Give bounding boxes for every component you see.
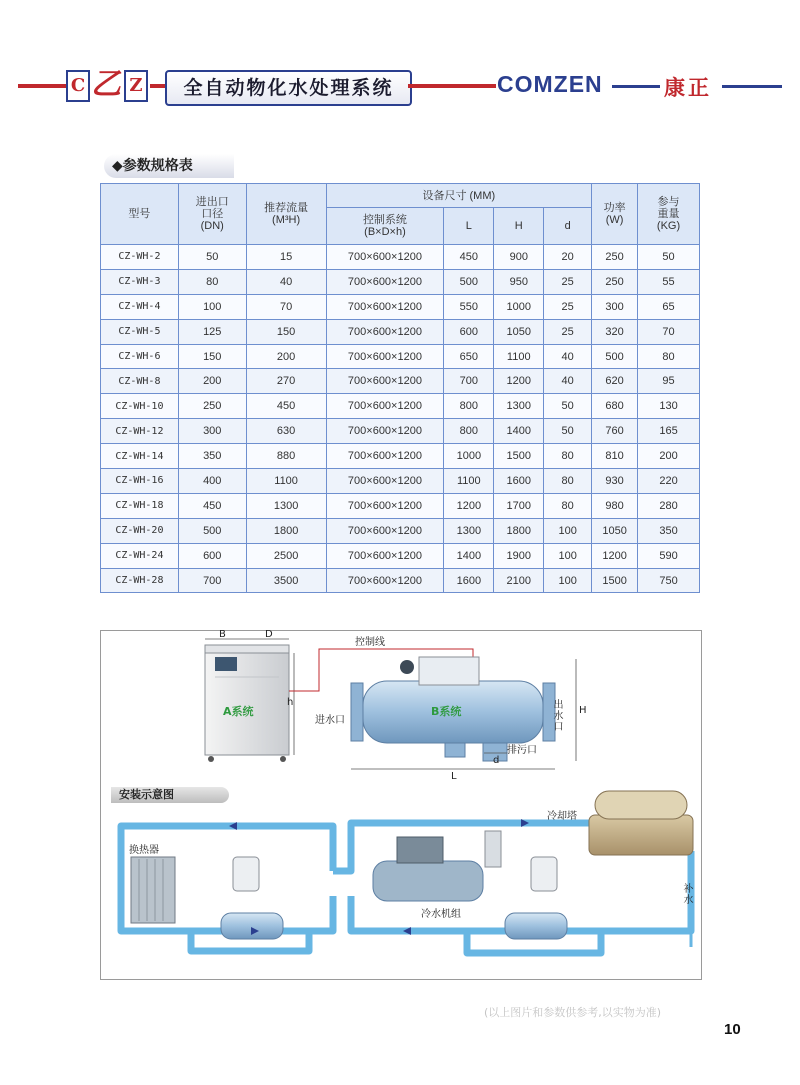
- cell-weight: 65: [638, 294, 700, 319]
- cell-control-dims: 700×600×1200: [326, 469, 444, 494]
- makeup-water-label: 补水: [681, 883, 692, 905]
- cell-power: 250: [592, 269, 638, 294]
- product-diagram: [100, 630, 702, 980]
- dim-L-label: L: [451, 771, 457, 782]
- cell-flow: 15: [246, 245, 326, 270]
- cell-h: 950: [494, 269, 544, 294]
- cell-control-dims: 700×600×1200: [326, 444, 444, 469]
- cell-l: 1000: [444, 444, 494, 469]
- cell-flow: 630: [246, 419, 326, 444]
- col-header-control: 控制系统 (B×D×h): [326, 208, 444, 245]
- cell-model: CZ-WH-8: [101, 369, 179, 394]
- cell-power: 1200: [592, 543, 638, 568]
- col-header-d: d: [544, 208, 592, 245]
- cell-model: CZ-WH-20: [101, 518, 179, 543]
- cell-l: 1600: [444, 568, 494, 593]
- cell-weight: 50: [638, 245, 700, 270]
- cell-model: CZ-WH-6: [101, 344, 179, 369]
- cell-model: CZ-WH-10: [101, 394, 179, 419]
- cell-l: 450: [444, 245, 494, 270]
- cell-power: 680: [592, 394, 638, 419]
- cell-h: 2100: [494, 568, 544, 593]
- cell-power: 1500: [592, 568, 638, 593]
- cell-model: CZ-WH-3: [101, 269, 179, 294]
- drain-label: 排污口: [507, 745, 537, 756]
- cell-power: 760: [592, 419, 638, 444]
- cell-h: 1000: [494, 294, 544, 319]
- diagram-graphics: [101, 631, 701, 979]
- logo-letter-z: Z: [124, 70, 148, 102]
- cell-model: CZ-WH-28: [101, 568, 179, 593]
- col-header-power: 功率 (W): [592, 184, 638, 245]
- cell-flow: 270: [246, 369, 326, 394]
- cell-inlet-dn: 125: [178, 319, 246, 344]
- cell-d: 20: [544, 245, 592, 270]
- cell-power: 300: [592, 294, 638, 319]
- small-filter-2: [505, 857, 567, 939]
- cell-power: 250: [592, 245, 638, 270]
- cell-weight: 165: [638, 419, 700, 444]
- cell-model: CZ-WH-18: [101, 493, 179, 518]
- cell-flow: 150: [246, 319, 326, 344]
- chiller-unit: [373, 831, 501, 901]
- table-row: [101, 469, 700, 494]
- cell-power: 930: [592, 469, 638, 494]
- table-row: [101, 543, 700, 568]
- brand-name-en: COMZEN: [497, 71, 603, 97]
- table-row: [101, 319, 700, 344]
- cell-weight: 70: [638, 319, 700, 344]
- cell-inlet-dn: 200: [178, 369, 246, 394]
- cell-model: CZ-WH-24: [101, 543, 179, 568]
- table-row: [101, 444, 700, 469]
- cell-h: 1200: [494, 369, 544, 394]
- table-row: [101, 518, 700, 543]
- section-title: ◆参数规格表: [104, 154, 234, 178]
- cell-power: 980: [592, 493, 638, 518]
- cell-weight: 200: [638, 444, 700, 469]
- cell-d: 25: [544, 294, 592, 319]
- cell-l: 1400: [444, 543, 494, 568]
- cell-weight: 750: [638, 568, 700, 593]
- cell-control-dims: 700×600×1200: [326, 568, 444, 593]
- cell-flow: 2500: [246, 543, 326, 568]
- col-header-model: 型号: [101, 184, 179, 245]
- cell-l: 700: [444, 369, 494, 394]
- cell-h: 1900: [494, 543, 544, 568]
- cell-inlet-dn: 150: [178, 344, 246, 369]
- table-row: [101, 394, 700, 419]
- cell-l: 1200: [444, 493, 494, 518]
- page-number: 10: [724, 1021, 741, 1038]
- cell-d: 50: [544, 394, 592, 419]
- cell-d: 80: [544, 493, 592, 518]
- small-filter-1: [221, 857, 283, 939]
- cell-weight: 280: [638, 493, 700, 518]
- spec-table: [100, 183, 700, 593]
- cell-inlet-dn: 600: [178, 543, 246, 568]
- cell-d: 100: [544, 568, 592, 593]
- table-row: [101, 419, 700, 444]
- cell-l: 800: [444, 394, 494, 419]
- cell-weight: 130: [638, 394, 700, 419]
- cell-flow: 40: [246, 269, 326, 294]
- cell-flow: 3500: [246, 568, 326, 593]
- inlet-label: 进水口: [315, 715, 345, 726]
- cell-d: 25: [544, 319, 592, 344]
- table-row: [101, 245, 700, 270]
- cell-h: 1800: [494, 518, 544, 543]
- cell-model: CZ-WH-2: [101, 245, 179, 270]
- cell-d: 80: [544, 469, 592, 494]
- cell-control-dims: 700×600×1200: [326, 419, 444, 444]
- table-row: [101, 568, 700, 593]
- cell-weight: 350: [638, 518, 700, 543]
- table-row: [101, 269, 700, 294]
- cell-control-dims: 700×600×1200: [326, 319, 444, 344]
- cell-power: 810: [592, 444, 638, 469]
- cell-power: 620: [592, 369, 638, 394]
- cell-power: 500: [592, 344, 638, 369]
- cell-model: CZ-WH-4: [101, 294, 179, 319]
- cell-inlet-dn: 450: [178, 493, 246, 518]
- header-rule-right: [408, 84, 496, 88]
- cell-d: 100: [544, 543, 592, 568]
- cell-flow: 1100: [246, 469, 326, 494]
- cell-h: 1050: [494, 319, 544, 344]
- cell-inlet-dn: 700: [178, 568, 246, 593]
- system-a-label: A系统: [223, 705, 254, 718]
- cell-l: 800: [444, 419, 494, 444]
- cell-inlet-dn: 400: [178, 469, 246, 494]
- logo-letter-mid: 乙: [91, 67, 121, 102]
- outlet-label: 出水口: [551, 699, 562, 732]
- dim-H-label: H: [579, 705, 587, 716]
- cell-inlet-dn: 50: [178, 245, 246, 270]
- col-header-l: L: [444, 208, 494, 245]
- col-header-flow: 推荐流量 (M³H): [246, 184, 326, 245]
- page-title: 全自动物化水处理系统: [165, 70, 412, 106]
- cell-d: 100: [544, 518, 592, 543]
- cell-weight: 95: [638, 369, 700, 394]
- disclaimer-note: (以上图片和参数供参考,以实物为准): [484, 1006, 662, 1019]
- cell-d: 80: [544, 444, 592, 469]
- brand-name-cn: 康正: [664, 76, 712, 100]
- cell-weight: 80: [638, 344, 700, 369]
- cell-inlet-dn: 250: [178, 394, 246, 419]
- cell-l: 500: [444, 269, 494, 294]
- cooling-tower: [589, 791, 693, 855]
- company-logo: [66, 66, 152, 106]
- cell-control-dims: 700×600×1200: [326, 518, 444, 543]
- cell-control-dims: 700×600×1200: [326, 493, 444, 518]
- heat-exchanger: [131, 857, 175, 923]
- header-rule-end: [722, 85, 782, 88]
- cell-control-dims: 700×600×1200: [326, 245, 444, 270]
- cell-flow: 880: [246, 444, 326, 469]
- table-row: [101, 369, 700, 394]
- cell-flow: 1800: [246, 518, 326, 543]
- dim-d-small-label: d: [493, 755, 500, 766]
- cell-control-dims: 700×600×1200: [326, 269, 444, 294]
- col-header-inlet-dn: 进出口 口径 (DN): [178, 184, 246, 245]
- chiller-label: 冷水机组: [421, 909, 461, 920]
- cell-l: 550: [444, 294, 494, 319]
- cell-l: 600: [444, 319, 494, 344]
- cell-flow: 450: [246, 394, 326, 419]
- cell-h: 1400: [494, 419, 544, 444]
- cell-inlet-dn: 350: [178, 444, 246, 469]
- spec-table-body: [101, 245, 700, 593]
- cell-d: 25: [544, 269, 592, 294]
- cell-weight: 590: [638, 543, 700, 568]
- cell-model: CZ-WH-16: [101, 469, 179, 494]
- cell-h: 1100: [494, 344, 544, 369]
- cell-h: 1500: [494, 444, 544, 469]
- cell-l: 1300: [444, 518, 494, 543]
- cell-flow: 1300: [246, 493, 326, 518]
- logo-letter-c: C: [66, 70, 90, 102]
- col-header-dims-group: 设备尺寸 (MM): [326, 184, 592, 208]
- table-row: [101, 344, 700, 369]
- dim-d-label: D: [265, 629, 273, 640]
- cell-l: 1100: [444, 469, 494, 494]
- dim-h-label: h: [287, 697, 294, 708]
- cell-weight: 220: [638, 469, 700, 494]
- col-header-h: H: [494, 208, 544, 245]
- cooling-tower-label: 冷却塔: [547, 811, 577, 822]
- header-rule-left: [18, 84, 70, 88]
- cell-d: 40: [544, 344, 592, 369]
- dim-b-label: B: [219, 629, 226, 640]
- heat-exchanger-label: 换热器: [129, 845, 159, 856]
- cell-model: CZ-WH-12: [101, 419, 179, 444]
- cell-inlet-dn: 500: [178, 518, 246, 543]
- cell-d: 40: [544, 369, 592, 394]
- cell-l: 650: [444, 344, 494, 369]
- header-rule-brand: [612, 85, 660, 88]
- cell-inlet-dn: 100: [178, 294, 246, 319]
- cell-h: 1600: [494, 469, 544, 494]
- col-header-weight: 参与 重量 (KG): [638, 184, 700, 245]
- cell-power: 1050: [592, 518, 638, 543]
- cell-inlet-dn: 80: [178, 269, 246, 294]
- cell-inlet-dn: 300: [178, 419, 246, 444]
- install-diagram-title: 安装示意图: [111, 787, 229, 803]
- table-row: [101, 493, 700, 518]
- cell-control-dims: 700×600×1200: [326, 294, 444, 319]
- cell-flow: 70: [246, 294, 326, 319]
- cell-weight: 55: [638, 269, 700, 294]
- cell-flow: 200: [246, 344, 326, 369]
- cell-h: 1300: [494, 394, 544, 419]
- cell-h: 900: [494, 245, 544, 270]
- control-line-label: 控制线: [355, 637, 385, 648]
- cell-model: CZ-WH-14: [101, 444, 179, 469]
- cell-control-dims: 700×600×1200: [326, 394, 444, 419]
- cell-control-dims: 700×600×1200: [326, 344, 444, 369]
- cell-control-dims: 700×600×1200: [326, 543, 444, 568]
- table-row: [101, 294, 700, 319]
- cell-model: CZ-WH-5: [101, 319, 179, 344]
- cell-control-dims: 700×600×1200: [326, 369, 444, 394]
- cell-h: 1700: [494, 493, 544, 518]
- cell-power: 320: [592, 319, 638, 344]
- system-b-label: B系统: [431, 705, 462, 718]
- cell-d: 50: [544, 419, 592, 444]
